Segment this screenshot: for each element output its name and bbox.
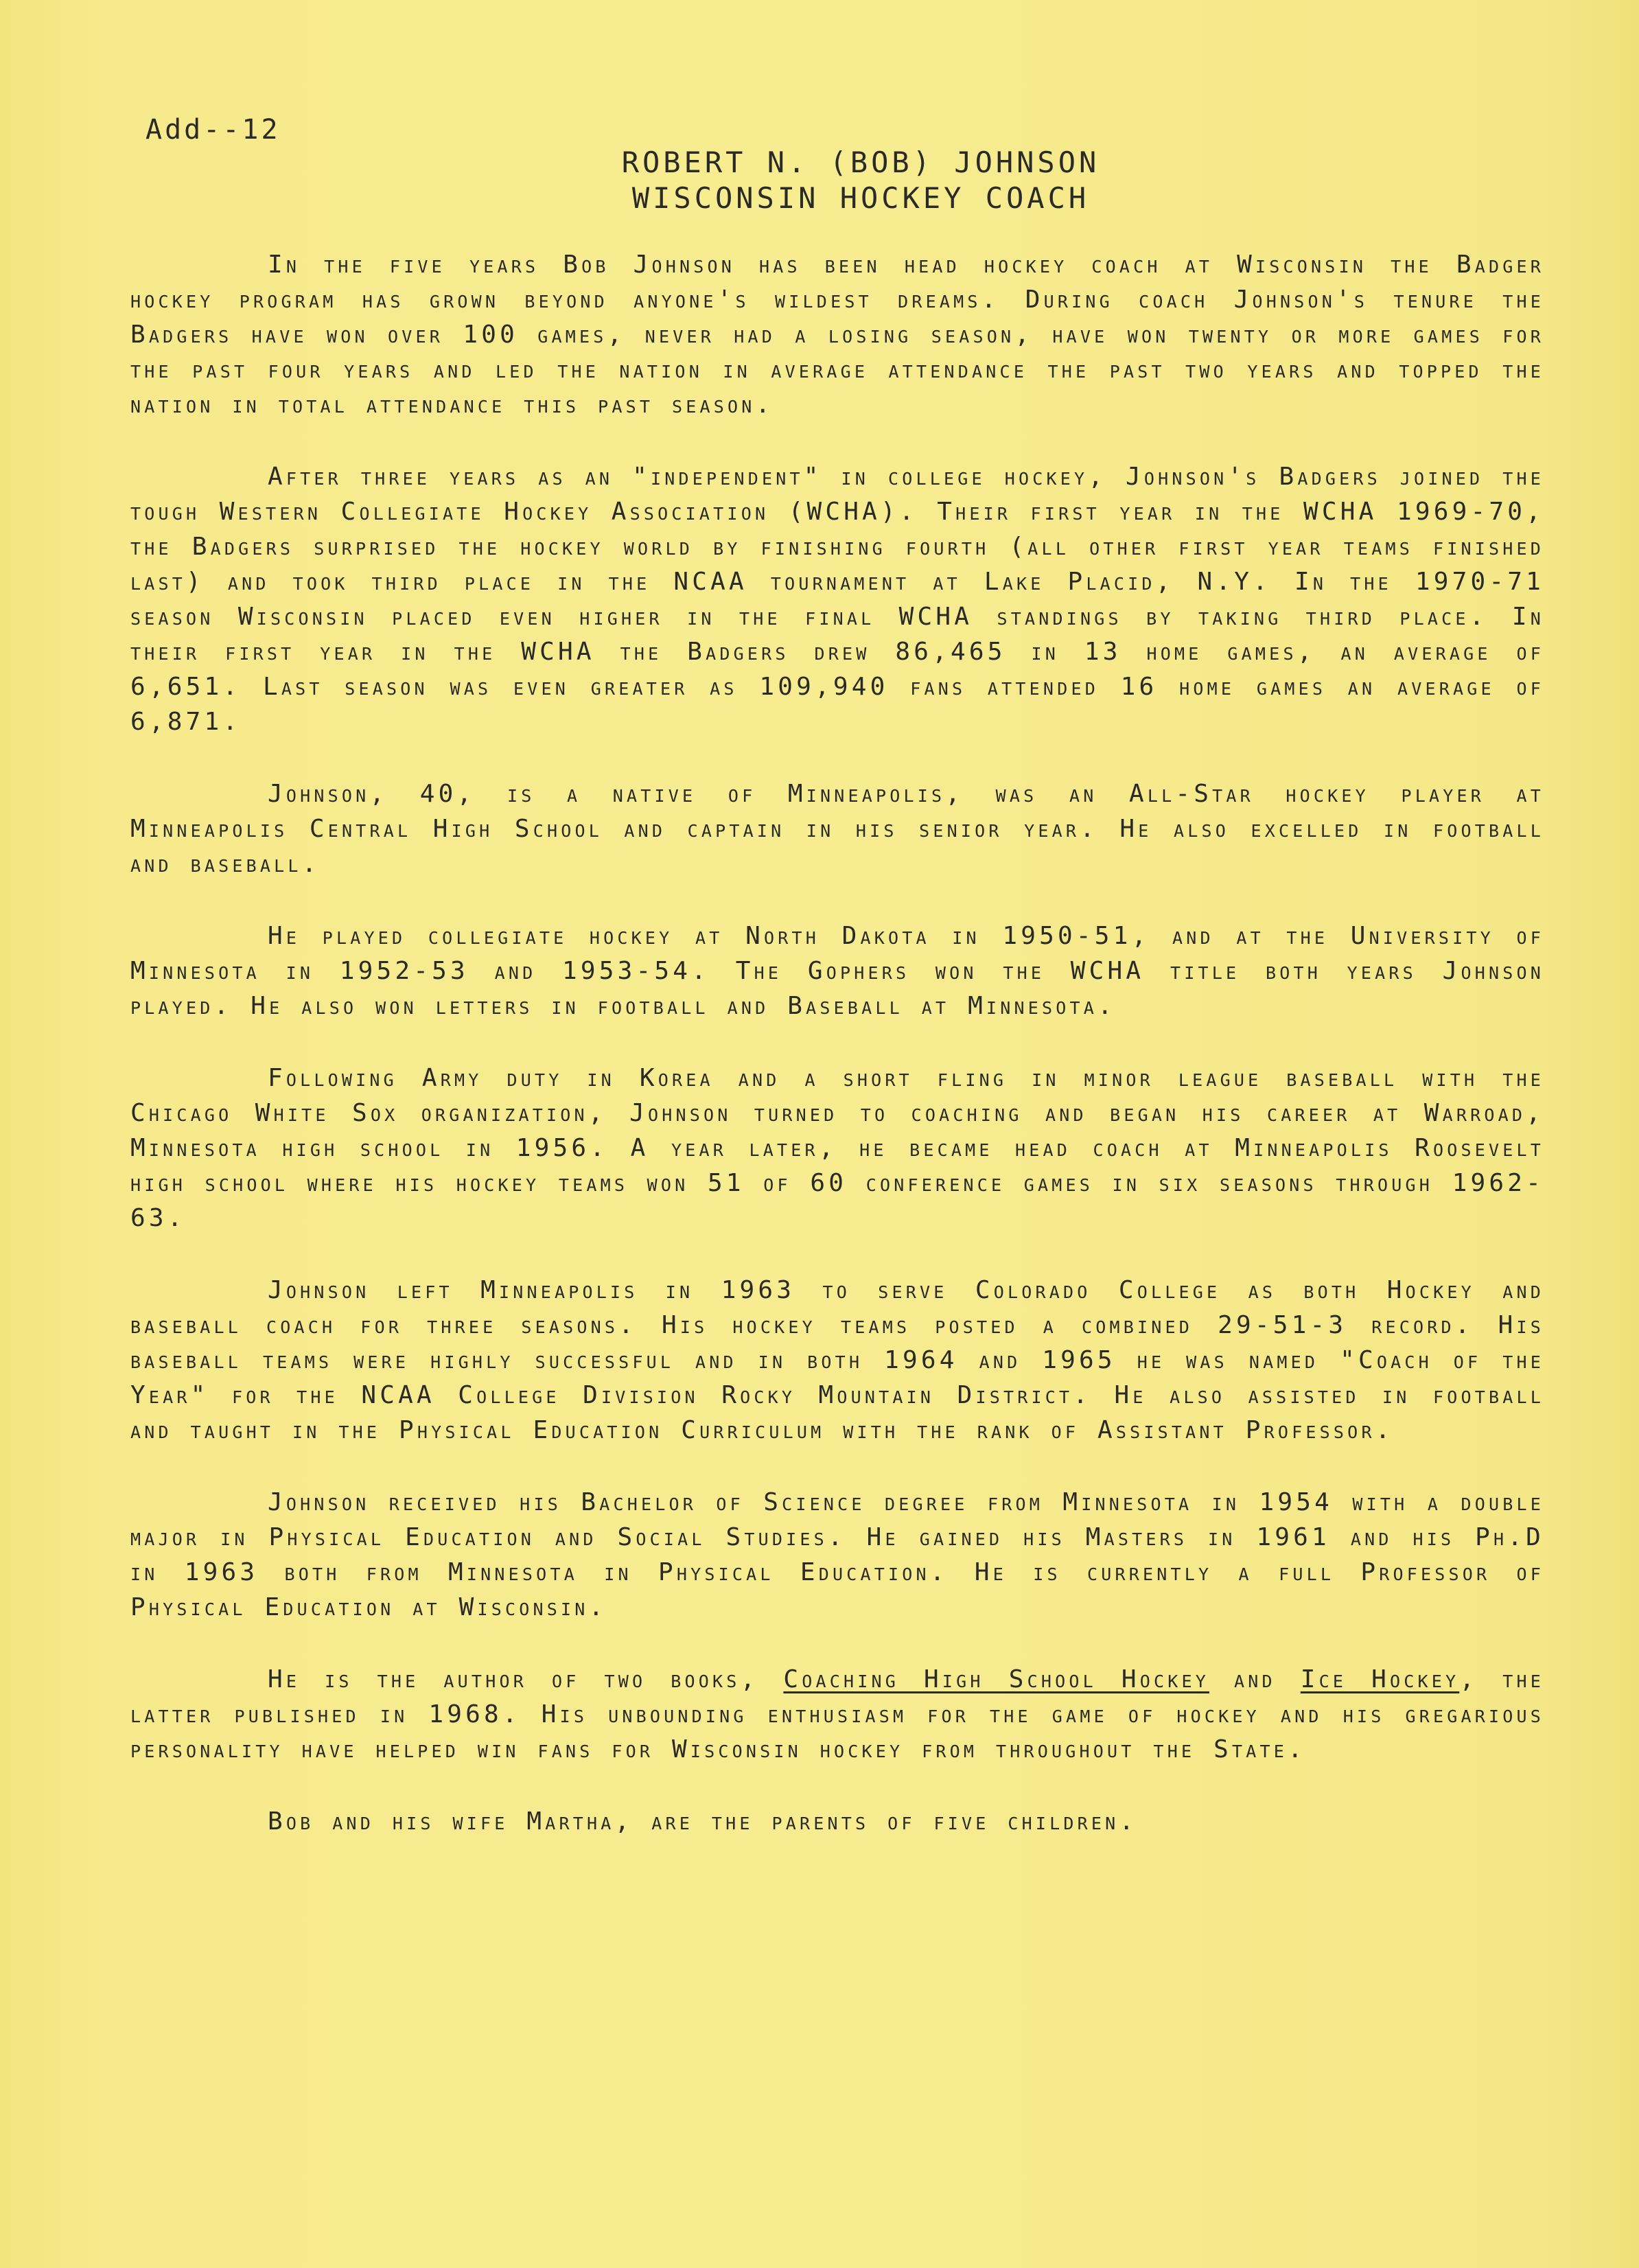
paragraph-colorado: Johnson left Minneapolis in 1963 to serve Colorado College as both Hockey and baseball coach for three seasons. His hockey teams posted a combined 29-51-3 record. His baseball teams were highly successful and in both 1964 and 1965 he was named "Coach of the Year" for the NCAA College Division Rocky Mountain District. He also assisted in football and taught in the Physical Education Curriculum with the rank of Assistant Professor. [130,1276,1544,1444]
paragraph-wcha: After three years as an "independent" in college hockey, Johnson's Badgers joined the tough Western Collegiate Hockey Association (WCHA). Their first year in the WCHA 1969-70, the Badgers surprised the hockey world by finishing fourth (all other first year teams finished last) and took third place in the NCAA tournament at Lake Placid, N.Y. In the 1970-71 season Wisconsin placed even higher in the final WCHA standings by taking third place. In their first year in the WCHA the Badgers drew 86,465 in 13 home games, an average of 6,651. Last season was even greater as 109,940 fans attended 16 home games an average of 6,871. [130,463,1544,736]
title-name: ROBERT N. (BOB) JOHNSON [621,146,1100,179]
book-title-2: Ice Hockey [1300,1665,1460,1693]
books-text-after: , the latter published in 1968. His unbounding enthusiasm for the game of hockey and his gregarious personality have helped win fans for Wisconsin hockey from throughout the State. [130,1665,1544,1763]
paragraph-education: Johnson received his Bachelor of Science degree from Minnesota in 1954 with a double major in Physical Education and Social Studies. He gained his Masters in 1961 and his Ph.D in 1963 both from Minnesota in Physical Education. He is currently a full Professor of Physical Education at Wisconsin. [130,1488,1544,1621]
paragraph-books [130,1662,1544,1767]
books-text-before: He is the author of two books, [268,1665,784,1693]
book-title-1: Coaching High School Hockey [783,1665,1209,1693]
paragraph-background: Johnson, 40, is a native of Minneapolis, was an All-Star hockey player at Minneapolis Central High School and captain in his senior year. He also excelled in football and baseball. [130,780,1544,878]
paragraph-overview: In the five years Bob Johnson has been head hockey coach at Wisconsin the Badger hockey program has grown beyond anyone's wildest dreams. During coach Johnson's tenure the Badgers have won over 100 games, never had a losing season, have won twenty or more games for the past four years and led the nation in average attendance the past two years and topped the nation in total attendance this past season. [130,251,1544,419]
document-body [130,247,1544,1876]
books-text-middle: and [1209,1665,1301,1693]
paragraph-early-coaching: Following Army duty in Korea and a short fling in minor league baseball with the Chicago White Sox organization, Johnson turned to coaching and began his career at Warroad, Minnesota high school in 1956. A year later, he became head coach at Minneapolis Roosevelt high school where his hockey teams won 51 of 60 conference games in six seasons through 1962-63. [130,1064,1544,1232]
title-role: WISCONSIN HOCKEY COACH [631,181,1090,215]
paragraph-college: He played collegiate hockey at North Dakota in 1950-51, and at the University of Minnesota in 1952-53 and 1953-54. The Gophers won the WCHA title both years Johnson played. He also won letters in football and Baseball at Minnesota. [130,922,1544,1020]
page-identifier: Add--12 [146,114,281,146]
paragraph-family: Bob and his wife Martha, are the parents of five children. [268,1807,1138,1836]
